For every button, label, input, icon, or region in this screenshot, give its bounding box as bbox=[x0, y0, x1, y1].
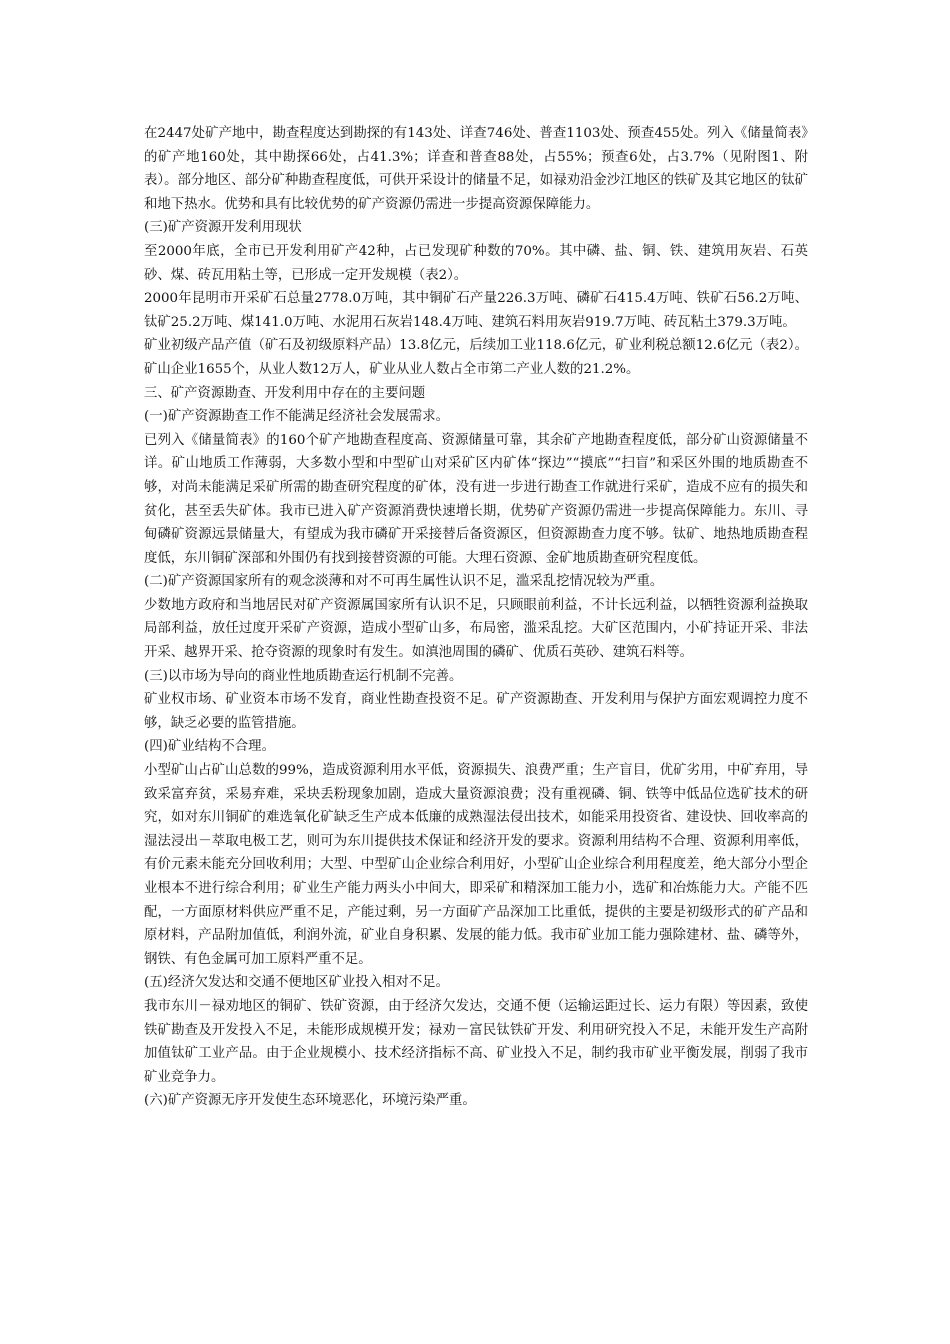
paragraph-problem-3: 矿业权市场、矿业资本市场不发育，商业性勘查投资不足。矿产资源勘查、开发利用与保护方面宏观调控力度不够，缺乏必要的监管措施。 bbox=[144, 692, 808, 731]
document-page bbox=[144, 122, 808, 1113]
paragraph-problem-4: 小型矿山占矿山总数的99%，造成资源利用水平低，资源损失、浪费严重；生产盲目，优矿劣用，中矿弃用，导致采富弃贫，采易弃难，采块丢粉现象加剧，造成大量资源浪费；没有重视磷、铜、铁等中低品位选矿技术的研究，如对东川铜矿的难选氧化矿缺乏生产成本低廉的成熟湿法侵出技术，如能采用投资省、建设快、回收率高的湿法浸出－萃取电极工艺，则可为东川提供技术保证和经济开发的要求。资源利用结构不合理、资源利用率低，有价元素未能充分回收利用；大型、中型矿山企业综合利用好，小型矿山企业综合利用程度差，绝大部分小型企业根本不进行综合利用；矿业生产能力两头小中间大，即采矿和精深加工能力小，选矿和冶炼能力大。产能不匹配，一方面原材料供应严重不足，产能过剩，另一方面矿产品深加工比重低，提供的主要是初级形式的矿产品和原材料，产品附加值低，利润外流，矿业自身积累、发展的能力低。我市矿业加工能力强除建材、盐、磷等外，钢铁、有色金属可加工原料严重不足。 bbox=[144, 763, 808, 967]
heading-development-status: (三)矿产资源开发利用现状 bbox=[144, 220, 302, 236]
paragraph-developed-minerals: 至2000年底，全市已开发利用矿产42种，占已发现矿种数的70%。其中磷、盐、铜、铁、建筑用灰岩、石英砂、煤、砖瓦用粘土等，已形成一定开发规模（表2）。 bbox=[144, 243, 808, 283]
heading-problem-2: (二)矿产资源国家所有的观念淡薄和对不可再生属性认识不足，滥采乱挖情况较为严重。 bbox=[144, 574, 664, 590]
heading-problem-1: (一)矿产资源勘查工作不能满足经济社会发展需求。 bbox=[144, 409, 450, 425]
paragraph-output-value: 矿业初级产品产值（矿石及初级原料产品）13.8亿元，后续加工业118.6亿元，矿业利税总额12.6亿元（表2）。矿山企业1655个，从业人数12万人，矿业从业人数占全市第二产业人数的21.2%。 bbox=[144, 338, 808, 377]
heading-problem-3: (三)以市场为导向的商业性地质勘查运行机制不完善。 bbox=[144, 668, 463, 684]
heading-problem-5: (五)经济欠发达和交通不便地区矿业投入相对不足。 bbox=[144, 975, 450, 991]
paragraph-reserve-survey: 在2447处矿产地中，勘查程度达到勘探的有143处、详查746处、普查1103处、预查455处。列入《储量简表》的矿产地160处，其中勘探66处，占41.3%；详查和普查88处，占55%；预查6处，占3.7%（见附图1、附表）。部分地区、部分矿种勘查程度低，可供开采设计的储量不足，如禄劝沿金沙江地区的铁矿及其它地区的钛矿和地下热水。优势和具有比较优势的矿产资源仍需进一步提高资源保障能力。 bbox=[144, 126, 808, 212]
heading-problem-6: (六)矿产资源无序开发使生态环境恶化，环境污染严重。 bbox=[144, 1093, 476, 1109]
heading-main-problems: 三、矿产资源勘查、开发利用中存在的主要问题 bbox=[144, 385, 426, 401]
paragraph-problem-1: 已列入《储量简表》的160个矿产地勘查程度高、资源储量可靠，其余矿产地勘查程度低，部分矿山资源储量不详。矿山地质工作薄弱，大多数小型和中型矿山对采矿区内矿体“探边”“摸底”“扫盲”和采区外围的地质勘查不够，对尚未能满足采矿所需的勘查研究程度的矿体，没有进一步进行勘查工作就进行采矿，造成不应有的损失和贫化，甚至丢失矿体。我市已进入矿产资源消费快速增长期，优势矿产资源仍需进一步提高保障能力。东川、寻甸磷矿资源远景储量大，有望成为我市磷矿开采接替后备资源区，但资源勘查力度不够。钛矿、地热地质勘查程度低，东川铜矿深部和外围仍有找到接替资源的可能。大理石资源、金矿地质勘查研究程度低。 bbox=[144, 432, 808, 566]
paragraph-ore-output: 2000年昆明市开采矿石总量2778.0万吨，其中铜矿石产量226.3万吨、磷矿石415.4万吨、铁矿石56.2万吨、钛矿25.2万吨、煤141.0万吨、水泥用石灰岩148.4万吨、建筑石料用灰岩919.7万吨、砖瓦粘土379.3万吨。 bbox=[144, 291, 808, 330]
paragraph-problem-2: 少数地方政府和当地居民对矿产资源属国家所有认识不足，只顾眼前利益，不计长远利益，以牺牲资源利益换取局部利益，放任过度开采矿产资源，造成小型矿山多，布局密，滥采乱挖。大矿区范围内，小矿持证开采、非法开采、越界开采、抢夺资源的现象时有发生。如滇池周围的磷矿、优质石英砂、建筑石料等。 bbox=[144, 597, 808, 661]
heading-problem-4: (四)矿业结构不合理。 bbox=[144, 739, 275, 755]
paragraph-problem-5: 我市东川－禄劝地区的铜矿、铁矿资源，由于经济欠发达，交通不便（运输运距过长、运力有限）等因素，致使铁矿勘查及开发投入不足，未能形成规模开发；禄劝－富民钛铁矿开发、利用研究投入不足，未能开发生产高附加值钛矿工业产品。由于企业规模小、技术经济指标不高、矿业投入不足，制约我市矿业平衡发展，削弱了我市矿业竞争力。 bbox=[144, 998, 808, 1085]
